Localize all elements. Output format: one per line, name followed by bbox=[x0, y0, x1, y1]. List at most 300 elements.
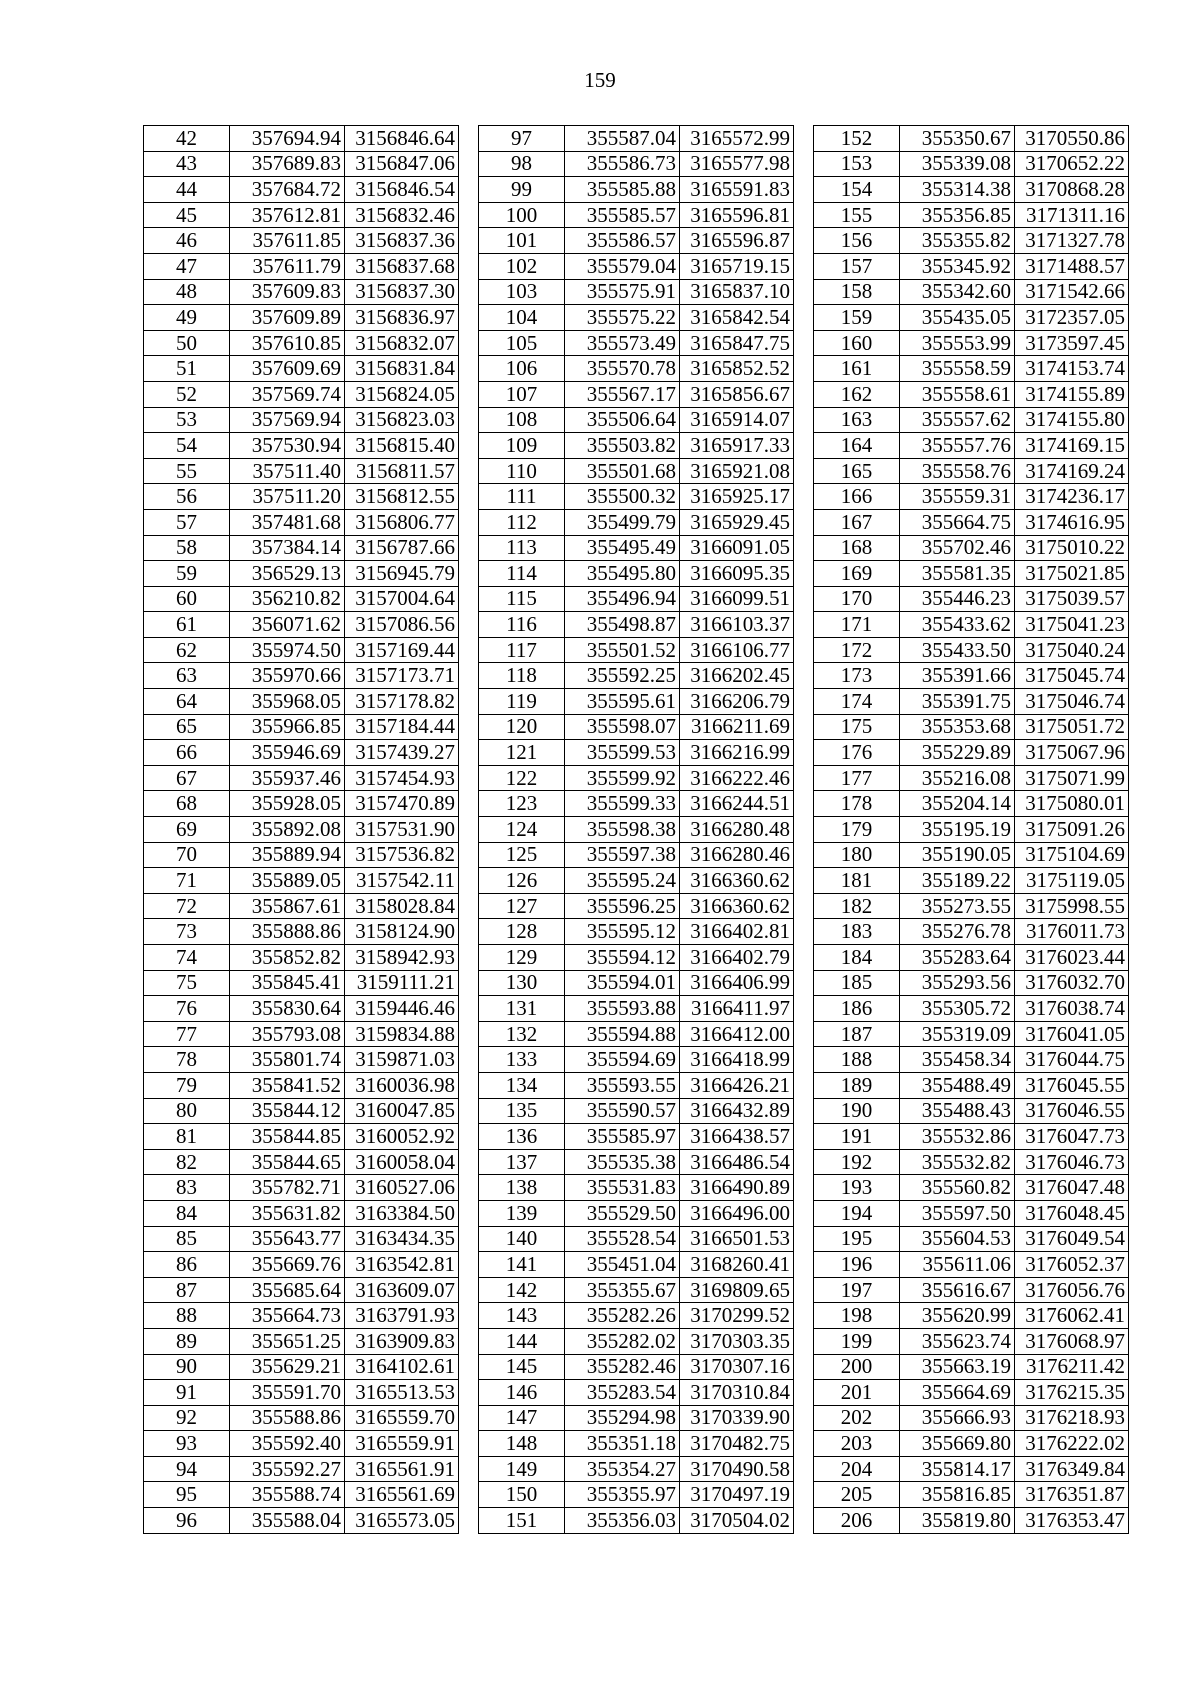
point-number-cell: 152 bbox=[814, 126, 900, 152]
x-coordinate-cell: 355841.52 bbox=[230, 1072, 345, 1098]
point-number-cell: 160 bbox=[814, 330, 900, 356]
point-number-cell: 74 bbox=[144, 945, 230, 971]
point-number-cell: 141 bbox=[479, 1252, 565, 1278]
table-row bbox=[814, 1508, 1129, 1534]
y-coordinate-cell: 3166406.99 bbox=[680, 970, 794, 996]
y-coordinate-cell: 3175091.26 bbox=[1015, 817, 1129, 843]
point-number-cell: 67 bbox=[144, 765, 230, 791]
x-coordinate-cell: 355611.06 bbox=[900, 1252, 1015, 1278]
y-coordinate-cell: 3160052.92 bbox=[345, 1124, 459, 1150]
y-coordinate-cell: 3166202.45 bbox=[680, 663, 794, 689]
point-number-cell: 111 bbox=[479, 484, 565, 510]
point-number-cell: 172 bbox=[814, 637, 900, 663]
x-coordinate-cell: 357609.83 bbox=[230, 279, 345, 305]
y-coordinate-cell: 3176046.55 bbox=[1015, 1098, 1129, 1124]
table-row bbox=[479, 586, 794, 612]
x-coordinate-cell: 355570.78 bbox=[565, 356, 680, 382]
point-number-cell: 153 bbox=[814, 151, 900, 177]
point-number-cell: 181 bbox=[814, 868, 900, 894]
table-row bbox=[144, 1328, 459, 1354]
table-row bbox=[479, 1149, 794, 1175]
point-number-cell: 151 bbox=[479, 1508, 565, 1534]
y-coordinate-cell: 3158942.93 bbox=[345, 945, 459, 971]
y-coordinate-cell: 3157470.89 bbox=[345, 791, 459, 817]
point-number-cell: 81 bbox=[144, 1124, 230, 1150]
y-coordinate-cell: 3175040.24 bbox=[1015, 637, 1129, 663]
y-coordinate-cell: 3176038.74 bbox=[1015, 996, 1129, 1022]
y-coordinate-cell: 3174169.24 bbox=[1015, 458, 1129, 484]
point-number-cell: 193 bbox=[814, 1175, 900, 1201]
y-coordinate-cell: 3176044.75 bbox=[1015, 1047, 1129, 1073]
point-number-cell: 179 bbox=[814, 817, 900, 843]
table-row bbox=[479, 1175, 794, 1201]
point-number-cell: 190 bbox=[814, 1098, 900, 1124]
table-row bbox=[479, 1354, 794, 1380]
y-coordinate-cell: 3165573.05 bbox=[345, 1508, 459, 1534]
y-coordinate-cell: 3176068.97 bbox=[1015, 1328, 1129, 1354]
x-coordinate-cell: 355844.65 bbox=[230, 1149, 345, 1175]
table-row bbox=[479, 381, 794, 407]
y-coordinate-cell: 3156837.68 bbox=[345, 253, 459, 279]
table-row bbox=[479, 151, 794, 177]
table-row bbox=[144, 561, 459, 587]
x-coordinate-cell: 355273.55 bbox=[900, 893, 1015, 919]
x-coordinate-cell: 355488.43 bbox=[900, 1098, 1015, 1124]
y-coordinate-cell: 3175021.85 bbox=[1015, 561, 1129, 587]
y-coordinate-cell: 3175119.05 bbox=[1015, 868, 1129, 894]
x-coordinate-cell: 355581.35 bbox=[900, 561, 1015, 587]
x-coordinate-cell: 357609.69 bbox=[230, 356, 345, 382]
table-row bbox=[144, 1098, 459, 1124]
x-coordinate-cell: 355814.17 bbox=[900, 1456, 1015, 1482]
x-coordinate-cell: 357569.94 bbox=[230, 407, 345, 433]
x-coordinate-cell: 355591.70 bbox=[230, 1380, 345, 1406]
y-coordinate-cell: 3176215.35 bbox=[1015, 1380, 1129, 1406]
point-number-cell: 60 bbox=[144, 586, 230, 612]
y-coordinate-cell: 3175046.74 bbox=[1015, 689, 1129, 715]
table-row bbox=[144, 817, 459, 843]
table-row bbox=[479, 305, 794, 331]
x-coordinate-cell: 355597.50 bbox=[900, 1200, 1015, 1226]
x-coordinate-cell: 355282.46 bbox=[565, 1354, 680, 1380]
point-number-cell: 176 bbox=[814, 740, 900, 766]
point-number-cell: 137 bbox=[479, 1149, 565, 1175]
point-number-cell: 150 bbox=[479, 1482, 565, 1508]
coordinate-table-1 bbox=[143, 125, 459, 1534]
table-row bbox=[144, 637, 459, 663]
y-coordinate-cell: 3174155.89 bbox=[1015, 381, 1129, 407]
x-coordinate-cell: 355451.04 bbox=[565, 1252, 680, 1278]
x-coordinate-cell: 355599.92 bbox=[565, 765, 680, 791]
point-number-cell: 57 bbox=[144, 509, 230, 535]
y-coordinate-cell: 3176052.37 bbox=[1015, 1252, 1129, 1278]
y-coordinate-cell: 3156815.40 bbox=[345, 433, 459, 459]
x-coordinate-cell: 355558.59 bbox=[900, 356, 1015, 382]
point-number-cell: 194 bbox=[814, 1200, 900, 1226]
y-coordinate-cell: 3159111.21 bbox=[345, 970, 459, 996]
y-coordinate-cell: 3157184.44 bbox=[345, 714, 459, 740]
y-coordinate-cell: 3175051.72 bbox=[1015, 714, 1129, 740]
y-coordinate-cell: 3174155.80 bbox=[1015, 407, 1129, 433]
x-coordinate-cell: 355506.64 bbox=[565, 407, 680, 433]
y-coordinate-cell: 3175039.57 bbox=[1015, 586, 1129, 612]
table-row bbox=[144, 177, 459, 203]
y-coordinate-cell: 3174616.95 bbox=[1015, 509, 1129, 535]
point-number-cell: 170 bbox=[814, 586, 900, 612]
x-coordinate-cell: 355888.86 bbox=[230, 919, 345, 945]
point-number-cell: 92 bbox=[144, 1405, 230, 1431]
point-number-cell: 206 bbox=[814, 1508, 900, 1534]
x-coordinate-cell: 355345.92 bbox=[900, 253, 1015, 279]
table-row bbox=[479, 1226, 794, 1252]
x-coordinate-cell: 355889.94 bbox=[230, 842, 345, 868]
x-coordinate-cell: 355594.69 bbox=[565, 1047, 680, 1073]
point-number-cell: 54 bbox=[144, 433, 230, 459]
table-row bbox=[479, 740, 794, 766]
y-coordinate-cell: 3157178.82 bbox=[345, 689, 459, 715]
y-coordinate-cell: 3156824.05 bbox=[345, 381, 459, 407]
x-coordinate-cell: 355355.67 bbox=[565, 1277, 680, 1303]
y-coordinate-cell: 3176062.41 bbox=[1015, 1303, 1129, 1329]
point-number-cell: 46 bbox=[144, 228, 230, 254]
point-number-cell: 139 bbox=[479, 1200, 565, 1226]
y-coordinate-cell: 3165559.91 bbox=[345, 1431, 459, 1457]
table-row bbox=[479, 612, 794, 638]
x-coordinate-cell: 355651.25 bbox=[230, 1328, 345, 1354]
point-number-cell: 49 bbox=[144, 305, 230, 331]
point-number-cell: 173 bbox=[814, 663, 900, 689]
x-coordinate-cell: 357511.20 bbox=[230, 484, 345, 510]
point-number-cell: 61 bbox=[144, 612, 230, 638]
table-row bbox=[144, 586, 459, 612]
x-coordinate-cell: 355598.07 bbox=[565, 714, 680, 740]
point-number-cell: 126 bbox=[479, 868, 565, 894]
x-coordinate-cell: 355928.05 bbox=[230, 791, 345, 817]
table-row bbox=[814, 765, 1129, 791]
table-row bbox=[144, 535, 459, 561]
table-row bbox=[814, 458, 1129, 484]
y-coordinate-cell: 3175045.74 bbox=[1015, 663, 1129, 689]
table-row bbox=[144, 458, 459, 484]
y-coordinate-cell: 3156836.97 bbox=[345, 305, 459, 331]
x-coordinate-cell: 355500.32 bbox=[565, 484, 680, 510]
table-row bbox=[479, 765, 794, 791]
table-row bbox=[479, 1124, 794, 1150]
x-coordinate-cell: 355889.05 bbox=[230, 868, 345, 894]
table-row bbox=[814, 1354, 1129, 1380]
table-row bbox=[479, 330, 794, 356]
y-coordinate-cell: 3166244.51 bbox=[680, 791, 794, 817]
point-number-cell: 110 bbox=[479, 458, 565, 484]
table-row bbox=[144, 1149, 459, 1175]
point-number-cell: 197 bbox=[814, 1277, 900, 1303]
x-coordinate-cell: 355559.31 bbox=[900, 484, 1015, 510]
table-row bbox=[479, 1380, 794, 1406]
y-coordinate-cell: 3165929.45 bbox=[680, 509, 794, 535]
x-coordinate-cell: 355592.40 bbox=[230, 1431, 345, 1457]
point-number-cell: 47 bbox=[144, 253, 230, 279]
x-coordinate-cell: 355575.22 bbox=[565, 305, 680, 331]
x-coordinate-cell: 355616.67 bbox=[900, 1277, 1015, 1303]
table-row bbox=[479, 842, 794, 868]
point-number-cell: 187 bbox=[814, 1021, 900, 1047]
point-number-cell: 85 bbox=[144, 1226, 230, 1252]
table-row bbox=[144, 765, 459, 791]
point-number-cell: 113 bbox=[479, 535, 565, 561]
table-row bbox=[479, 689, 794, 715]
x-coordinate-cell: 355282.02 bbox=[565, 1328, 680, 1354]
point-number-cell: 99 bbox=[479, 177, 565, 203]
x-coordinate-cell: 355585.97 bbox=[565, 1124, 680, 1150]
y-coordinate-cell: 3158124.90 bbox=[345, 919, 459, 945]
table-row bbox=[144, 484, 459, 510]
point-number-cell: 96 bbox=[144, 1508, 230, 1534]
x-coordinate-cell: 355623.74 bbox=[900, 1328, 1015, 1354]
x-coordinate-cell: 355528.54 bbox=[565, 1226, 680, 1252]
x-coordinate-cell: 355596.25 bbox=[565, 893, 680, 919]
point-number-cell: 205 bbox=[814, 1482, 900, 1508]
y-coordinate-cell: 3156945.79 bbox=[345, 561, 459, 587]
x-coordinate-cell: 357481.68 bbox=[230, 509, 345, 535]
table-row bbox=[814, 1021, 1129, 1047]
y-coordinate-cell: 3166280.48 bbox=[680, 817, 794, 843]
point-number-cell: 135 bbox=[479, 1098, 565, 1124]
table-row bbox=[144, 1482, 459, 1508]
point-number-cell: 168 bbox=[814, 535, 900, 561]
x-coordinate-cell: 357611.85 bbox=[230, 228, 345, 254]
y-coordinate-cell: 3166438.57 bbox=[680, 1124, 794, 1150]
table-row bbox=[144, 1072, 459, 1098]
table-row bbox=[479, 509, 794, 535]
point-number-cell: 189 bbox=[814, 1072, 900, 1098]
table-row bbox=[144, 689, 459, 715]
table-row bbox=[144, 1252, 459, 1278]
y-coordinate-cell: 3170490.58 bbox=[680, 1456, 794, 1482]
y-coordinate-cell: 3165596.87 bbox=[680, 228, 794, 254]
y-coordinate-cell: 3166411.97 bbox=[680, 996, 794, 1022]
x-coordinate-cell: 355575.91 bbox=[565, 279, 680, 305]
y-coordinate-cell: 3165917.33 bbox=[680, 433, 794, 459]
y-coordinate-cell: 3169809.65 bbox=[680, 1277, 794, 1303]
point-number-cell: 58 bbox=[144, 535, 230, 561]
point-number-cell: 73 bbox=[144, 919, 230, 945]
point-number-cell: 43 bbox=[144, 151, 230, 177]
y-coordinate-cell: 3166222.46 bbox=[680, 765, 794, 791]
point-number-cell: 177 bbox=[814, 765, 900, 791]
y-coordinate-cell: 3157454.93 bbox=[345, 765, 459, 791]
x-coordinate-cell: 357612.81 bbox=[230, 202, 345, 228]
table-row bbox=[144, 1431, 459, 1457]
point-number-cell: 44 bbox=[144, 177, 230, 203]
x-coordinate-cell: 355664.75 bbox=[900, 509, 1015, 535]
point-number-cell: 142 bbox=[479, 1277, 565, 1303]
table-row bbox=[814, 714, 1129, 740]
x-coordinate-cell: 355501.68 bbox=[565, 458, 680, 484]
table-row bbox=[814, 842, 1129, 868]
x-coordinate-cell: 357611.79 bbox=[230, 253, 345, 279]
table-row bbox=[814, 996, 1129, 1022]
y-coordinate-cell: 3163909.83 bbox=[345, 1328, 459, 1354]
coordinate-table bbox=[478, 125, 794, 1534]
table-row bbox=[479, 1431, 794, 1457]
y-coordinate-cell: 3175010.22 bbox=[1015, 535, 1129, 561]
y-coordinate-cell: 3166103.37 bbox=[680, 612, 794, 638]
x-coordinate-cell: 356529.13 bbox=[230, 561, 345, 587]
x-coordinate-cell: 355433.50 bbox=[900, 637, 1015, 663]
x-coordinate-cell: 355305.72 bbox=[900, 996, 1015, 1022]
y-coordinate-cell: 3166418.99 bbox=[680, 1047, 794, 1073]
x-coordinate-cell: 355585.57 bbox=[565, 202, 680, 228]
y-coordinate-cell: 3166402.79 bbox=[680, 945, 794, 971]
x-coordinate-cell: 355294.98 bbox=[565, 1405, 680, 1431]
table-row bbox=[479, 996, 794, 1022]
point-number-cell: 161 bbox=[814, 356, 900, 382]
table-row bbox=[144, 407, 459, 433]
y-coordinate-cell: 3166426.21 bbox=[680, 1072, 794, 1098]
point-number-cell: 100 bbox=[479, 202, 565, 228]
table-row bbox=[144, 305, 459, 331]
point-number-cell: 56 bbox=[144, 484, 230, 510]
x-coordinate-cell: 355567.17 bbox=[565, 381, 680, 407]
point-number-cell: 180 bbox=[814, 842, 900, 868]
point-number-cell: 53 bbox=[144, 407, 230, 433]
point-number-cell: 117 bbox=[479, 637, 565, 663]
point-number-cell: 50 bbox=[144, 330, 230, 356]
x-coordinate-cell: 355503.82 bbox=[565, 433, 680, 459]
table-row bbox=[479, 1328, 794, 1354]
table-row bbox=[144, 970, 459, 996]
y-coordinate-cell: 3176011.73 bbox=[1015, 919, 1129, 945]
point-number-cell: 134 bbox=[479, 1072, 565, 1098]
point-number-cell: 162 bbox=[814, 381, 900, 407]
y-coordinate-cell: 3176353.47 bbox=[1015, 1508, 1129, 1534]
table-row bbox=[144, 126, 459, 152]
x-coordinate-cell: 355276.78 bbox=[900, 919, 1015, 945]
point-number-cell: 124 bbox=[479, 817, 565, 843]
y-coordinate-cell: 3170504.02 bbox=[680, 1508, 794, 1534]
y-coordinate-cell: 3171327.78 bbox=[1015, 228, 1129, 254]
point-number-cell: 169 bbox=[814, 561, 900, 587]
x-coordinate-cell: 355801.74 bbox=[230, 1047, 345, 1073]
table-row bbox=[144, 1200, 459, 1226]
table-row bbox=[814, 637, 1129, 663]
y-coordinate-cell: 3157439.27 bbox=[345, 740, 459, 766]
point-number-cell: 69 bbox=[144, 817, 230, 843]
y-coordinate-cell: 3165837.10 bbox=[680, 279, 794, 305]
y-coordinate-cell: 3165591.83 bbox=[680, 177, 794, 203]
x-coordinate-cell: 355702.46 bbox=[900, 535, 1015, 561]
point-number-cell: 154 bbox=[814, 177, 900, 203]
y-coordinate-cell: 3176056.76 bbox=[1015, 1277, 1129, 1303]
table-row bbox=[479, 177, 794, 203]
point-number-cell: 178 bbox=[814, 791, 900, 817]
y-coordinate-cell: 3172357.05 bbox=[1015, 305, 1129, 331]
table-row bbox=[479, 1047, 794, 1073]
table-row bbox=[814, 1405, 1129, 1431]
point-number-cell: 59 bbox=[144, 561, 230, 587]
y-coordinate-cell: 3159871.03 bbox=[345, 1047, 459, 1073]
y-coordinate-cell: 3163384.50 bbox=[345, 1200, 459, 1226]
point-number-cell: 119 bbox=[479, 689, 565, 715]
table-row bbox=[814, 1098, 1129, 1124]
point-number-cell: 166 bbox=[814, 484, 900, 510]
x-coordinate-cell: 355216.08 bbox=[900, 765, 1015, 791]
y-coordinate-cell: 3166496.00 bbox=[680, 1200, 794, 1226]
point-number-cell: 130 bbox=[479, 970, 565, 996]
table-row bbox=[479, 535, 794, 561]
point-number-cell: 123 bbox=[479, 791, 565, 817]
x-coordinate-cell: 355604.53 bbox=[900, 1226, 1015, 1252]
table-row bbox=[479, 919, 794, 945]
y-coordinate-cell: 3165572.99 bbox=[680, 126, 794, 152]
x-coordinate-cell: 355229.89 bbox=[900, 740, 1015, 766]
point-number-cell: 52 bbox=[144, 381, 230, 407]
y-coordinate-cell: 3165513.53 bbox=[345, 1380, 459, 1406]
point-number-cell: 202 bbox=[814, 1405, 900, 1431]
point-number-cell: 129 bbox=[479, 945, 565, 971]
x-coordinate-cell: 355669.76 bbox=[230, 1252, 345, 1278]
x-coordinate-cell: 355666.93 bbox=[900, 1405, 1015, 1431]
table-row bbox=[479, 868, 794, 894]
x-coordinate-cell: 355488.49 bbox=[900, 1072, 1015, 1098]
x-coordinate-cell: 355599.53 bbox=[565, 740, 680, 766]
x-coordinate-cell: 355356.85 bbox=[900, 202, 1015, 228]
point-number-cell: 121 bbox=[479, 740, 565, 766]
x-coordinate-cell: 355282.26 bbox=[565, 1303, 680, 1329]
point-number-cell: 133 bbox=[479, 1047, 565, 1073]
x-coordinate-cell: 355356.03 bbox=[565, 1508, 680, 1534]
point-number-cell: 42 bbox=[144, 126, 230, 152]
point-number-cell: 102 bbox=[479, 253, 565, 279]
table-row bbox=[144, 1124, 459, 1150]
x-coordinate-cell: 355782.71 bbox=[230, 1175, 345, 1201]
table-row bbox=[479, 663, 794, 689]
table-row bbox=[144, 714, 459, 740]
x-coordinate-cell: 355353.68 bbox=[900, 714, 1015, 740]
table-row bbox=[144, 893, 459, 919]
x-coordinate-cell: 355458.34 bbox=[900, 1047, 1015, 1073]
coordinate-table bbox=[813, 125, 1129, 1534]
y-coordinate-cell: 3176032.70 bbox=[1015, 970, 1129, 996]
table-row bbox=[814, 1277, 1129, 1303]
point-number-cell: 51 bbox=[144, 356, 230, 382]
table-row bbox=[479, 253, 794, 279]
x-coordinate-cell: 355573.49 bbox=[565, 330, 680, 356]
table-row bbox=[144, 1047, 459, 1073]
table-row bbox=[814, 1303, 1129, 1329]
y-coordinate-cell: 3170482.75 bbox=[680, 1431, 794, 1457]
table-row bbox=[144, 253, 459, 279]
y-coordinate-cell: 3176349.84 bbox=[1015, 1456, 1129, 1482]
table-row bbox=[479, 458, 794, 484]
y-coordinate-cell: 3163434.35 bbox=[345, 1226, 459, 1252]
table-row bbox=[144, 228, 459, 254]
table-row bbox=[479, 484, 794, 510]
point-number-cell: 104 bbox=[479, 305, 565, 331]
table-row bbox=[479, 637, 794, 663]
x-coordinate-cell: 357511.40 bbox=[230, 458, 345, 484]
y-coordinate-cell: 3175080.01 bbox=[1015, 791, 1129, 817]
point-number-cell: 76 bbox=[144, 996, 230, 1022]
point-number-cell: 143 bbox=[479, 1303, 565, 1329]
point-number-cell: 91 bbox=[144, 1380, 230, 1406]
table-row bbox=[144, 1021, 459, 1047]
y-coordinate-cell: 3170339.90 bbox=[680, 1405, 794, 1431]
point-number-cell: 132 bbox=[479, 1021, 565, 1047]
y-coordinate-cell: 3175071.99 bbox=[1015, 765, 1129, 791]
x-coordinate-cell: 355594.88 bbox=[565, 1021, 680, 1047]
table-row bbox=[479, 945, 794, 971]
